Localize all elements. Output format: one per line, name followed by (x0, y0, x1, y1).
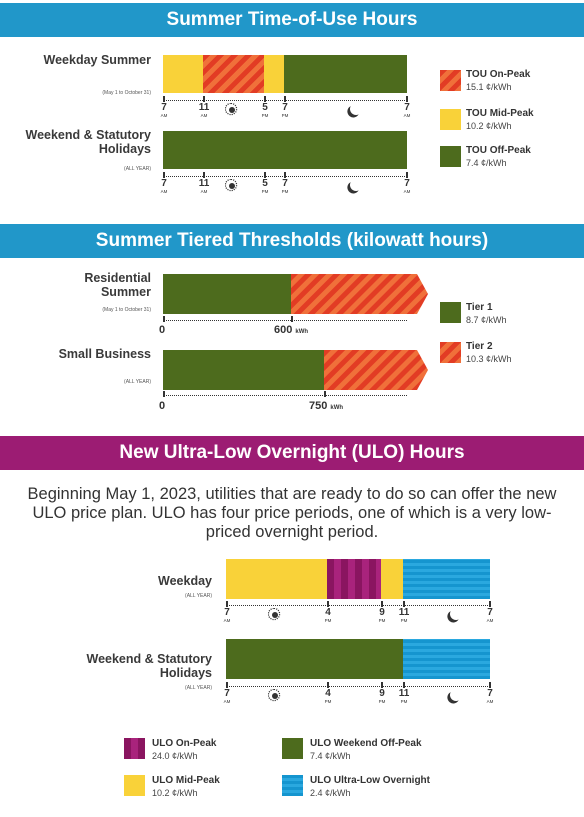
tiers-legend-2-price: 10.3 ¢/kWh (466, 354, 512, 364)
ulo-weekday-axis-tick-label: 7 AM (223, 607, 231, 623)
ulo-legend-weekend-off-name: ULO Weekend Off-Peak (310, 738, 422, 749)
tiers-residential-label: Residential Summer (84, 271, 151, 299)
moon-icon (449, 607, 463, 621)
sun-icon (229, 107, 235, 113)
tou-legend-mid-price: 10.2 ¢/kWh (466, 121, 512, 131)
ulo-weekday-axis-tick-label: 4 PM (324, 607, 332, 623)
tou-weekend-axis-tick-label: 7 AM (403, 178, 411, 194)
tiers-title: Summer Tiered Thresholds (kilowatt hours) (95, 230, 489, 251)
tiers-small-axis (163, 395, 407, 396)
tou-weekend-axis-tick-label: 7 AM (160, 178, 168, 194)
ulo-weekday-axis-line (226, 605, 490, 606)
ulo-weekday-sub: (ALL YEAR) (185, 593, 212, 599)
tou-legend-off-price: 7.4 ¢/kWh (466, 158, 507, 168)
tiers-small-tick-0 (163, 391, 165, 397)
ulo-weekday-ultra-low (403, 559, 490, 599)
tou-legend-off-swatch (440, 146, 461, 167)
ulo-weekend-ultra-low (403, 639, 490, 679)
tiers-residential-sub: (May 1 to October 31) (102, 307, 151, 313)
tou-legend-mid-swatch (440, 109, 461, 130)
moon-icon (449, 688, 463, 702)
moon-icon (349, 178, 363, 192)
tiers-legend-2-name: Tier 2 (466, 341, 493, 352)
ulo-weekend-sub: (ALL YEAR) (185, 685, 212, 691)
tou-banner (0, 3, 584, 37)
ulo-weekend-label: Weekend & Statutory Holidays (86, 652, 212, 680)
tiers-small-tier1 (163, 350, 324, 390)
tiers-residential-tick-0 (163, 316, 165, 322)
ulo-banner (0, 436, 584, 470)
ulo-weekend-axis-tick-label: 9 PM (378, 688, 386, 704)
ulo-intro: Beginning May 1, 2023, utilities that are ready to do so can offer the new ULO price plan. ULO has four price periods, one of which is a very low-priced overnight period. (27, 485, 557, 541)
tiers-small-tier2 (324, 350, 429, 390)
tiers-residential-tier2 (291, 274, 429, 314)
tou-legend-mid-name: TOU Mid-Peak (466, 108, 534, 119)
tou-weekend-off-peak (163, 131, 407, 169)
tiers-banner (0, 224, 584, 258)
ulo-weekend-axis-line (226, 686, 490, 687)
tou-weekday-axis-tick-label: 7 AM (403, 102, 411, 118)
tou-weekday-mid-am (163, 55, 203, 93)
tiers-legend-1-swatch (440, 302, 461, 323)
tiers-residential-axis (163, 320, 407, 321)
ulo-weekday-mid-am (226, 559, 327, 599)
ulo-legend-ultra-low-price: 2.4 ¢/kWh (310, 788, 351, 798)
ulo-weekend-off-peak (226, 639, 403, 679)
tiers-residential-tier1 (163, 274, 291, 314)
ulo-weekend-axis-tick-label: 7 AM (223, 688, 231, 704)
ulo-title: New Ultra-Low Overnight (ULO) Hours (119, 442, 465, 463)
ulo-legend-mid-swatch (124, 775, 145, 796)
tiers-small-threshold-label: 750 kWh (309, 400, 344, 412)
tou-weekday-mid-pm (264, 55, 284, 93)
ulo-weekday-mid-pm (381, 559, 403, 599)
tiers-small-sub: (ALL YEAR) (124, 379, 151, 385)
ulo-legend-ultra-low-swatch (282, 775, 303, 796)
moon-icon (349, 102, 363, 116)
tou-weekday-sub: (May 1 to October 31) (102, 90, 151, 96)
sun-icon (229, 183, 235, 189)
sun-icon (272, 612, 278, 618)
sun-icon (272, 693, 278, 699)
ulo-legend-mid-price: 10.2 ¢/kWh (152, 788, 198, 798)
ulo-weekday-axis-tick-label: 11 PM (398, 607, 410, 623)
tiers-legend-1-price: 8.7 ¢/kWh (466, 315, 507, 325)
tiers-legend-2-swatch (440, 342, 461, 363)
ulo-weekday-label: Weekday (158, 574, 212, 588)
ulo-weekday-axis-tick-label: 7 AM (486, 607, 494, 623)
tou-title: Summer Time-of-Use Hours (166, 9, 418, 30)
tiers-residential-tick-600 (291, 316, 293, 322)
tiers-residential-zero-label: 0 (159, 324, 166, 336)
tou-weekday-off-peak (284, 55, 407, 93)
tou-weekend-axis-tick-label: 7 PM (281, 178, 289, 194)
tou-weekday-axis-tick-label: 11 AM (198, 102, 210, 118)
ulo-weekend-axis-tick-label: 4 PM (324, 688, 332, 704)
ulo-legend-on-name: ULO On-Peak (152, 738, 217, 749)
ulo-weekday-on-peak (327, 559, 381, 599)
tou-weekday-axis-tick-label: 5 PM (261, 102, 269, 118)
tiers-small-tick-750 (324, 391, 326, 397)
tou-legend-on-price: 15.1 ¢/kWh (466, 82, 512, 92)
tou-weekday-label: Weekday Summer (43, 53, 151, 67)
ulo-legend-on-swatch (124, 738, 145, 759)
tou-legend-on-swatch (440, 70, 461, 91)
tou-weekday-axis-tick-label: 7 PM (281, 102, 289, 118)
ulo-legend-on-price: 24.0 ¢/kWh (152, 751, 198, 761)
ulo-legend-weekend-off-price: 7.4 ¢/kWh (310, 751, 351, 761)
ulo-legend-mid-name: ULO Mid-Peak (152, 775, 220, 786)
tou-legend-off-name: TOU Off-Peak (466, 145, 531, 156)
tiers-residential-threshold-label: 600 kWh (274, 324, 309, 336)
ulo-weekend-axis-tick-label: 11 PM (398, 688, 410, 704)
tou-legend-on-name: TOU On-Peak (466, 69, 531, 80)
ulo-legend-weekend-off-swatch (282, 738, 303, 759)
ulo-weekday-axis-tick-label: 9 PM (378, 607, 386, 623)
tiers-small-zero-label: 0 (159, 400, 166, 412)
tou-weekend-label: Weekend & Statutory Holidays (25, 128, 151, 156)
ulo-legend-ultra-low-name: ULO Ultra-Low Overnight (310, 775, 430, 786)
tiers-legend-1-name: Tier 1 (466, 302, 493, 313)
tiers-small-label: Small Business (58, 347, 151, 361)
ulo-weekend-axis-tick-label: 7 AM (486, 688, 494, 704)
tou-weekend-axis-tick-label: 11 AM (198, 178, 210, 194)
tou-weekend-axis-tick-label: 5 PM (261, 178, 269, 194)
tou-weekday-on-peak (203, 55, 264, 93)
tou-weekend-sub: (ALL YEAR) (124, 166, 151, 172)
tou-weekday-axis-tick-label: 7 AM (160, 102, 168, 118)
